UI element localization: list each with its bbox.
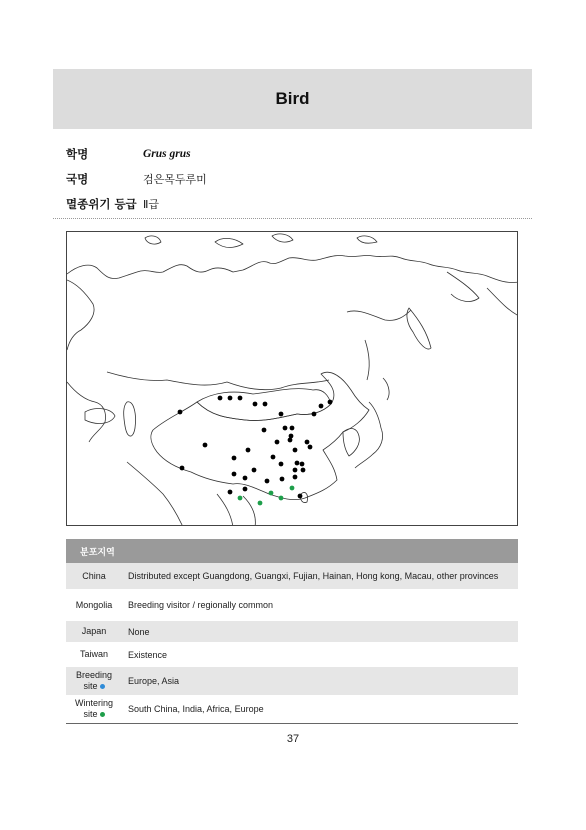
- occurrence-point: [298, 494, 303, 499]
- coastline-south-asia: [127, 462, 183, 526]
- occurrence-point: [246, 448, 251, 453]
- endangered-grade-value: Ⅱ급: [143, 197, 160, 211]
- coastline-sakhalin: [365, 340, 369, 380]
- region-label-line1: Wintering: [74, 697, 113, 708]
- occurrence-point: [275, 440, 280, 445]
- occurrence-point: [243, 476, 248, 481]
- coastline-kamchatka: [407, 308, 431, 349]
- occurrence-point: [312, 412, 317, 417]
- species-info: [66, 141, 536, 216]
- occurrence-point: [288, 438, 293, 443]
- wintering-point: [290, 486, 295, 491]
- occurrence-point: [279, 462, 284, 467]
- occurrence-point: [232, 472, 237, 477]
- occurrence-point: [271, 455, 276, 460]
- page-title: Bird: [275, 89, 310, 108]
- map-outlines: [67, 234, 518, 526]
- endangered-grade-row: [66, 191, 536, 216]
- region-cell: China: [82, 570, 106, 581]
- occurrence-point: [295, 461, 300, 466]
- table-row: [66, 589, 518, 621]
- region-cell: [66, 695, 122, 723]
- coastline-korea: [343, 429, 359, 456]
- wintering-point: [258, 501, 263, 506]
- table-row: [66, 621, 518, 642]
- occurrence-point: [290, 426, 295, 431]
- table-row: [66, 695, 518, 723]
- occurrence-point: [218, 396, 223, 401]
- occurrence-point: [262, 428, 267, 433]
- section-divider: [53, 218, 532, 219]
- description-cell: Existence: [128, 649, 168, 660]
- occurrence-point: [265, 479, 270, 484]
- scientific-name-label: 학명: [66, 146, 89, 161]
- description-cell: South China, India, Africa, Europe: [128, 703, 264, 714]
- page-number: 37: [286, 733, 300, 745]
- description-cell: Breeding visitor / regionally common: [128, 600, 274, 610]
- occurrence-point: [243, 487, 248, 492]
- coastline-okhotsk: [347, 310, 411, 320]
- caspian-sea: [124, 402, 136, 436]
- scientific-name-row: [66, 141, 536, 166]
- region-label-line1: Breeding: [75, 670, 113, 680]
- endangered-grade-label: 멸종위기 등급: [66, 196, 137, 211]
- occurrence-point: [238, 396, 243, 401]
- table-row: [66, 667, 518, 695]
- occurrence-point: [228, 396, 233, 401]
- region-cell: Taiwan: [79, 649, 108, 659]
- wintering-point: [238, 496, 243, 501]
- occurrence-point: [180, 466, 185, 471]
- occurrence-point: [279, 412, 284, 417]
- occurrence-point: [253, 402, 258, 407]
- occurrence-point: [203, 443, 208, 448]
- coastline-japan: [355, 378, 389, 468]
- korean-name-row: [66, 166, 536, 191]
- coastline-north: [67, 255, 518, 282]
- korean-name-value: 검은목두루미: [143, 172, 207, 186]
- region-cell: Mongolia: [75, 599, 113, 610]
- occurrence-point: [328, 400, 333, 405]
- region-cell: [66, 667, 122, 695]
- occurrence-point: [293, 468, 298, 473]
- island-novaya-zemlya: [215, 238, 243, 247]
- table-row: [66, 563, 518, 589]
- breeding-dot-icon: [100, 684, 105, 689]
- occurrence-point: [289, 434, 294, 439]
- wintering-dot-icon: [100, 712, 105, 717]
- map-svg: [67, 232, 518, 526]
- table-row: [66, 642, 518, 667]
- island-svalbard: [145, 236, 161, 244]
- black-sea: [85, 409, 115, 424]
- occurrence-point: [319, 404, 324, 409]
- occurrence-point: [308, 445, 313, 450]
- coastline-europe: [67, 382, 106, 442]
- distribution-map: [66, 231, 518, 526]
- wintering-point: [279, 496, 284, 501]
- occurrence-point: [305, 440, 310, 445]
- island-severnaya: [272, 234, 293, 242]
- distribution-table: [66, 563, 518, 724]
- occurrence-point: [300, 462, 305, 467]
- coastline-chukotka: [447, 272, 479, 301]
- occurrence-point: [228, 490, 233, 495]
- occurrence-point: [301, 468, 306, 473]
- occurrence-point: [232, 456, 237, 461]
- region-cell: Japan: [81, 626, 107, 636]
- border-china: [151, 372, 369, 499]
- region-label-line2: site: [83, 708, 98, 719]
- coastline-alaska: [487, 288, 518, 316]
- coastline-scandinavia: [67, 280, 94, 350]
- region-label-line2: site: [83, 681, 98, 691]
- border-russia-south: [107, 372, 329, 390]
- description-cell: Europe, Asia: [128, 676, 180, 686]
- occurrence-point: [263, 402, 268, 407]
- occurrence-point: [252, 468, 257, 473]
- occurrence-point: [293, 448, 298, 453]
- description-cell: None: [128, 626, 150, 637]
- distribution-header: 분포지역: [66, 539, 518, 563]
- page-header: [53, 69, 532, 129]
- korean-name-label: 국명: [66, 171, 89, 186]
- wintering-point: [269, 491, 274, 496]
- occurrence-point: [293, 475, 298, 480]
- occurrence-point: [280, 477, 285, 482]
- occurrence-point: [283, 426, 288, 431]
- occurrence-point: [178, 410, 183, 415]
- island-new-siberian: [357, 236, 377, 243]
- coastline-indochina: [217, 494, 255, 526]
- scientific-name-value: Grus grus: [143, 147, 191, 160]
- resident-points: [178, 396, 333, 499]
- description-cell: Distributed except Guangdong, Guangxi, Fujian, Hainan, Hong kong, Macau, other provinces: [128, 571, 499, 581]
